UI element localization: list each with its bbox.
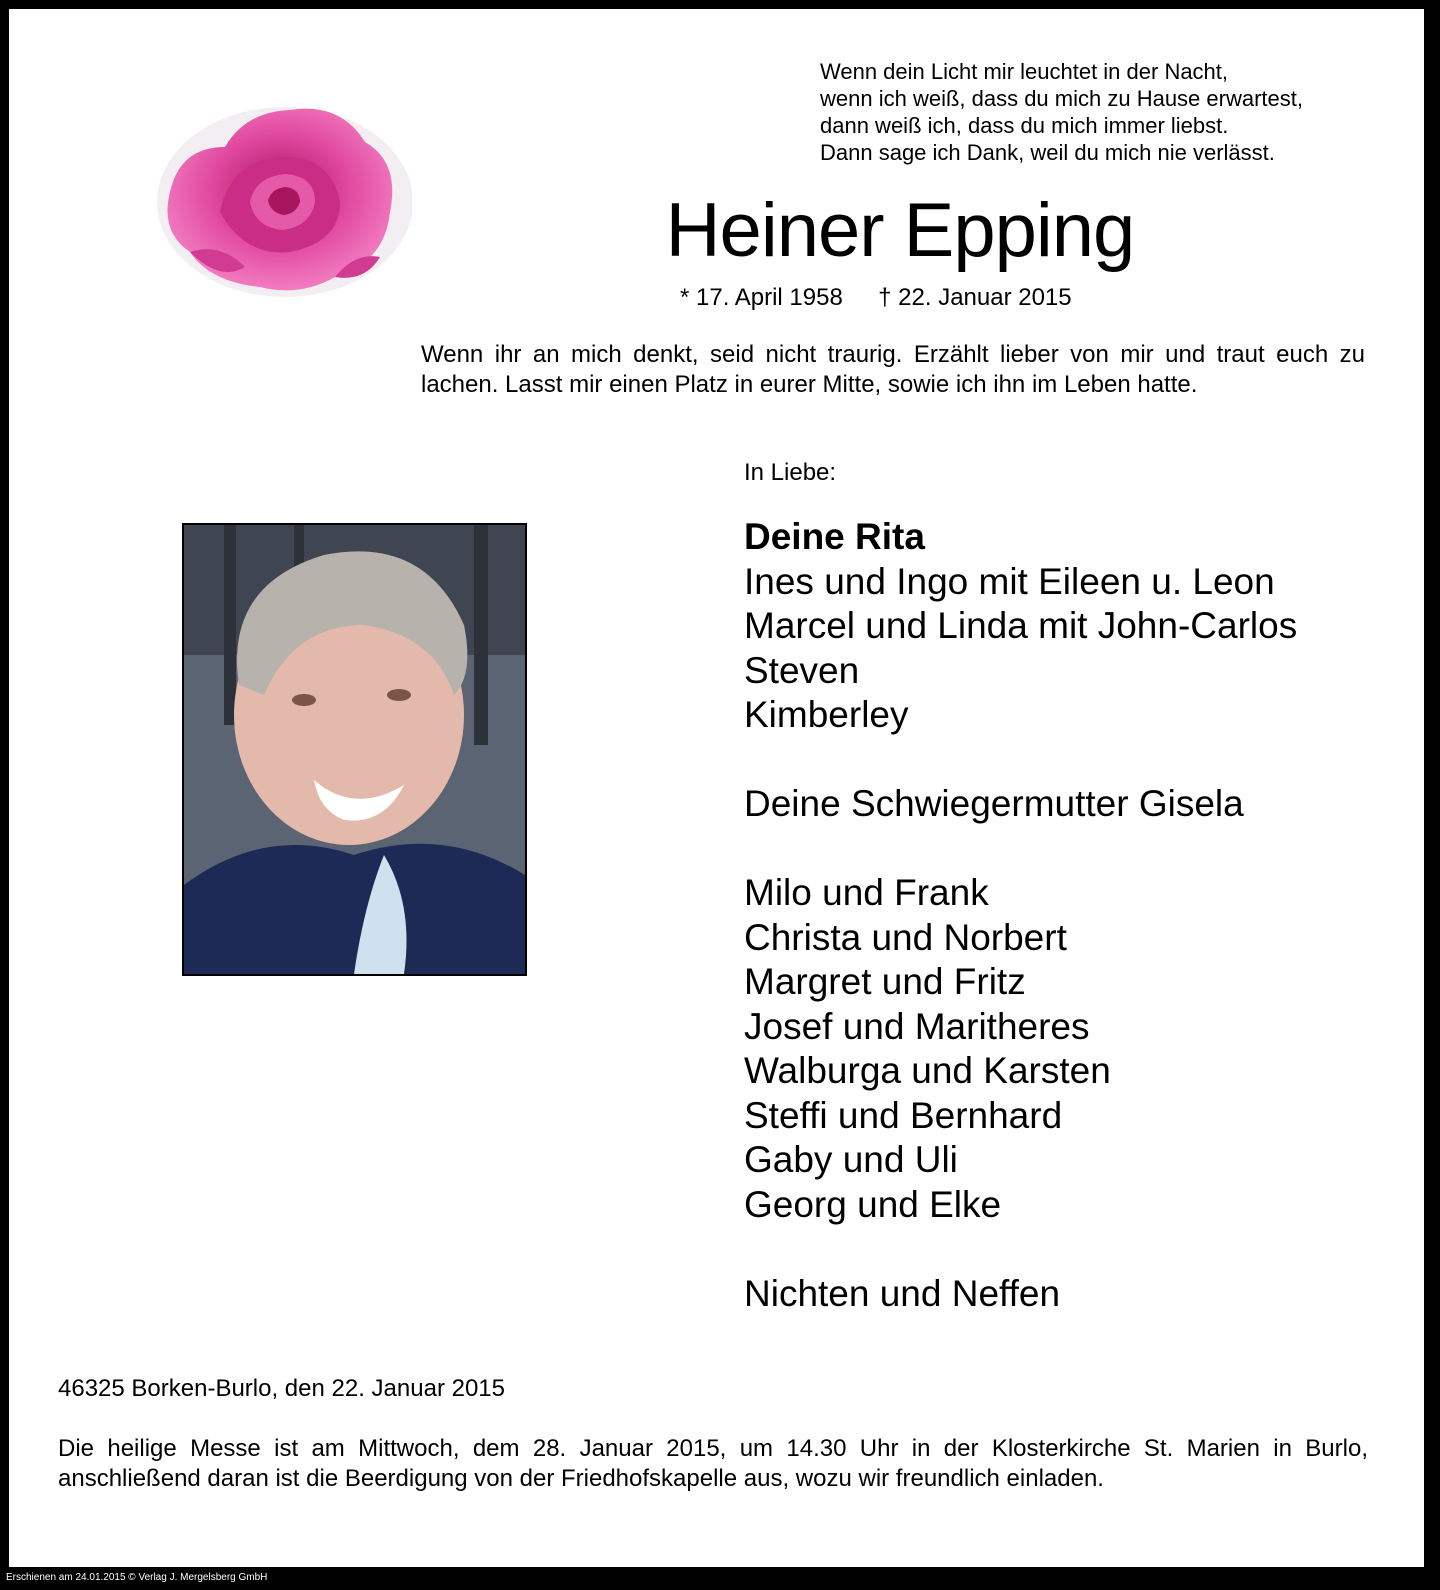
family-member: Marcel und Linda mit John-Carlos bbox=[744, 605, 1298, 646]
poem-line: wenn ich weiß, dass du mich zu Hause erwartest, bbox=[820, 86, 1303, 111]
family-member: Deine Schwiegermutter Gisela bbox=[744, 783, 1244, 824]
quote-paragraph: Wenn ihr an mich denkt, seid nicht traurig. Erzählt lieber von mir und traut euch zu lachen. Lasst mir einen Platz in eurer Mitte, sowie ich ihn im Leben hatte. bbox=[421, 341, 1365, 398]
spacer bbox=[744, 1227, 1297, 1272]
family-list bbox=[744, 515, 1297, 1316]
place-date: 46325 Borken-Burlo, den 22. Januar 2015 bbox=[58, 1375, 505, 1402]
family-member: Milo und Frank bbox=[744, 872, 989, 913]
portrait-image bbox=[184, 525, 525, 974]
rose-icon bbox=[150, 92, 412, 302]
family-member: Nichten und Neffen bbox=[744, 1272, 1061, 1314]
family-member: Georg und Elke bbox=[744, 1183, 1002, 1225]
family-member: Christa und Norbert bbox=[744, 916, 1067, 958]
spacer bbox=[744, 827, 1297, 872]
family-member: Walburga und Karsten bbox=[744, 1050, 1111, 1091]
poem-line: Wenn dein Licht mir leuchtet in der Nacht, bbox=[820, 59, 1229, 84]
family-member: Gaby und Uli bbox=[744, 1139, 958, 1180]
family-member: Kimberley bbox=[744, 694, 909, 735]
portrait-photo bbox=[182, 523, 527, 976]
poem-line: dann weiß ich, dass du mich immer liebst. bbox=[820, 113, 1229, 138]
family-member: Steven bbox=[744, 649, 860, 691]
family-member: Margret und Fritz bbox=[744, 961, 1026, 1002]
family-member: Deine Rita bbox=[744, 516, 925, 557]
birth-date: * 17. April 1958 bbox=[680, 284, 843, 311]
family-member: Ines und Ingo mit Eileen u. Leon bbox=[744, 560, 1275, 602]
mass-info: Die heilige Messe ist am Mittwoch, dem 28. Januar 2015, um 14.30 Uhr in der Klosterkirche St. Marien in Burlo, anschließend daran ist die Beerdigung von der Friedhofskapelle aus, wozu wir freundlich einladen. bbox=[58, 1435, 1368, 1492]
in-liebe-label: In Liebe: bbox=[744, 459, 837, 486]
poem-line: Dann sage ich Dank, weil du mich nie verlässt. bbox=[820, 140, 1275, 165]
family-member: Steffi und Bernhard bbox=[744, 1094, 1063, 1136]
poem bbox=[820, 58, 1303, 166]
spacer bbox=[744, 738, 1297, 783]
family-member: Josef und Maritheres bbox=[744, 1005, 1090, 1047]
life-dates bbox=[680, 283, 1072, 313]
death-date: † 22. Januar 2015 bbox=[878, 284, 1072, 311]
deceased-name: Heiner Epping bbox=[665, 188, 1135, 273]
publication-footer: Erschienen am 24.01.2015 © Verlag J. Mergelsberg GmbH bbox=[6, 1572, 268, 1583]
